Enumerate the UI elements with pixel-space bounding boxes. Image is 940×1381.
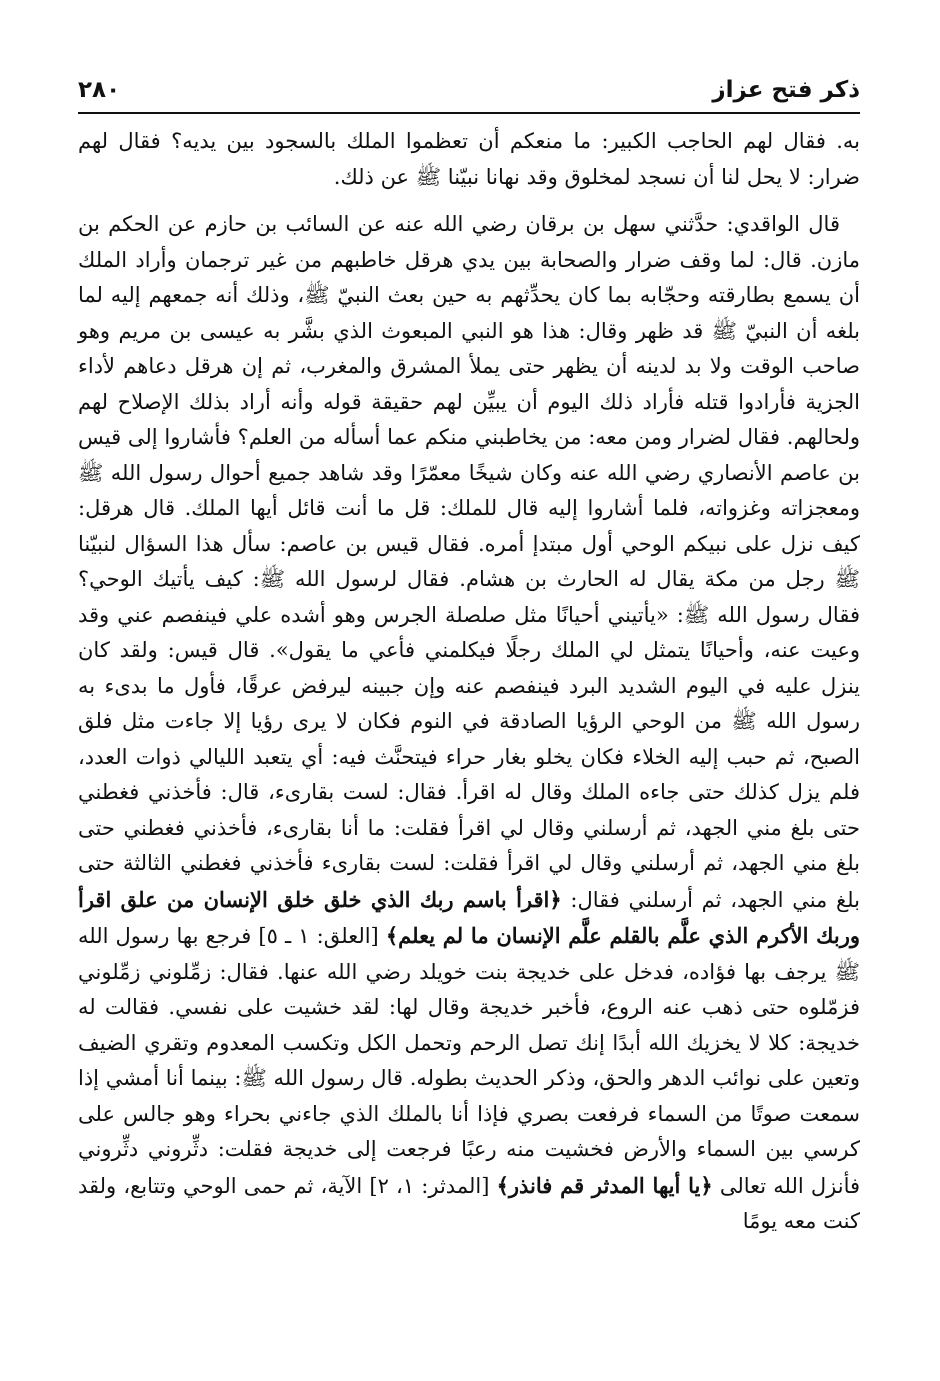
paragraph-1-text: به. فقال لهم الحاجب الكبير: ما منعكم أن تعظموا الملك بالسجود بين يديه؟ فقال لهم ضرار: لا يحل لنا أن نسجد لمخلوق وقد نهانا نبيّنا ﷺ عن ذلك. (78, 129, 860, 189)
quran-verse-muddaththir: ﴿يا أيها المدثر قم فانذر﴾ (496, 1172, 713, 1198)
paragraph-2-text-end: [المدثر: ١، ٢] الآية، ثم حمى الوحي وتتابع، ولقد كنت معه يومًا (78, 1173, 860, 1233)
quran-verse-alaq: ﴿اقرأ باسم ربك الذي خلق خلق الإنسان من علق اقرأ وربك الأكرم الذي علَّم بالقلم علَّم الإنسان ما لم يعلم﴾ (78, 886, 860, 948)
page-body (78, 124, 860, 1240)
page-header (78, 70, 860, 110)
running-title: ذكر فتح عزاز (712, 77, 860, 103)
paragraph-1 (78, 124, 860, 195)
paragraph-2-text: قال الواقدي: حدَّثني سهل بن برقان رضي الله عنه عن السائب بن حازم عن الحكم بن مازن. قال: لما وقف ضرار والصحابة بين يدي هرقل خاطبهم من غير ترجمان وأراد الملك أن يسمع بطارقته وحجّابه بما كان يحدِّثهم به حين بعث النبيّ ﷺ، وذلك أنه جمعهم إليه لما بلغه أن النبيّ ﷺ قد ظهر وقال: هذا هو النبي المبعوث الذي بشَّر به عيسى بن مريم وهو صاحب الوقت ولا بد لدينه أن يظهر حتى يملأ المشرق والمغرب، ثم إن هرقل دعاهم لأداء الجزية فأرادوا قتله فأراد ذلك اليوم أن يبيِّن لهم حقيقة قوله وأنه أراد بذلك الإصلاح لهم ولحالهم. فقال لضرار ومن معه: من يخاطبني منكم عما أسأله من العلم؟ فأشاروا إلى قيس بن عاصم الأنصاري رضي الله عنه وكان شيخًا معمّرًا وقد شاهد جميع أحوال رسول الله ﷺ ومعجزاته وغزواته، فلما أشاروا إليه قال للملك: قل ما أنت قائل أيها الملك. قال هرقل: كيف نزل على نبيكم الوحي أول مبتدإ أمره. فقال قيس بن عاصم: سأل هذا السؤال لنبيّنا ﷺ رجل من مكة يقال له الحارث بن هشام. فقال لرسول الله ﷺ: كيف يأتيك الوحي؟ فقال رسول الله ﷺ: «يأتيني أحيانًا مثل صلصلة الجرس وهو أشده علي فينفصم عني وقد وعيت عنه، وأحيانًا يتمثل لي الملك رجلًا فيكلمني فأعي ما يقول». قال قيس: ولقد كان ينزل عليه في اليوم الشديد البرد فينفصم عنه وإن جبينه ليرفض عرقًا، فأول ما بدىء به رسول الله ﷺ من الوحي الرؤيا الصادقة في النوم فكان لا يرى رؤيا إلا جاءت مثل فلق الصبح، ثم حبب إليه الخلاء فكان يخلو بغار حراء فيتحنَّث فيه: أي يتعبد الليالي ذوات العدد، فلم يزل كذلك حتى جاءه الملك وقال له اقرأ. فقال: لست بقارىء، قال: فأخذني فغطني حتى بلغ مني الجهد، ثم أرسلني وقال لي اقرأ فقلت: ما أنا بقارىء، فأخذني فغطني حتى بلغ مني الجهد، ثم أرسلني وقال لي اقرأ فقلت: لست بقارىء فأخذني فغطني الثالثة حتى بلغ مني الجهد، ثم أرسلني فقال: (78, 212, 860, 912)
paragraph-2-text-cont: [العلق: ١ ـ ٥] فرجع بها رسول الله ﷺ يرجف بها فؤاده، فدخل على خديجة بنت خويلد رضي الله عنها. فقال: زمِّلوني زمِّلوني فزمّلوه حتى ذهب عنه الروع، فأخبر خديجة وقال لها: لقد خشيت على نفسي. فقالت له خديجة: كلا لا يخزيك الله أبدًا إنك تصل الرحم وتحمل الكل وتكسب المعدوم وتقري الضيف وتعين على نوائب الدهر والحق، وذكر الحديث بطوله. قال رسول الله ﷺ: بينما أنا أمشي إذا سمعت صوتًا من السماء فرفعت بصري فإذا أنا بالملك الذي جاءني بحراء وهو جالس على كرسي بين السماء والأرض فخشيت منه رعبًا فرجعت إلى خديجة فقلت: دثِّروني دثِّروني فأنزل الله تعالى (78, 924, 861, 1198)
page-number: ٢٨٠ (78, 77, 121, 103)
header-divider (78, 112, 860, 114)
paragraph-2 (78, 207, 860, 1240)
